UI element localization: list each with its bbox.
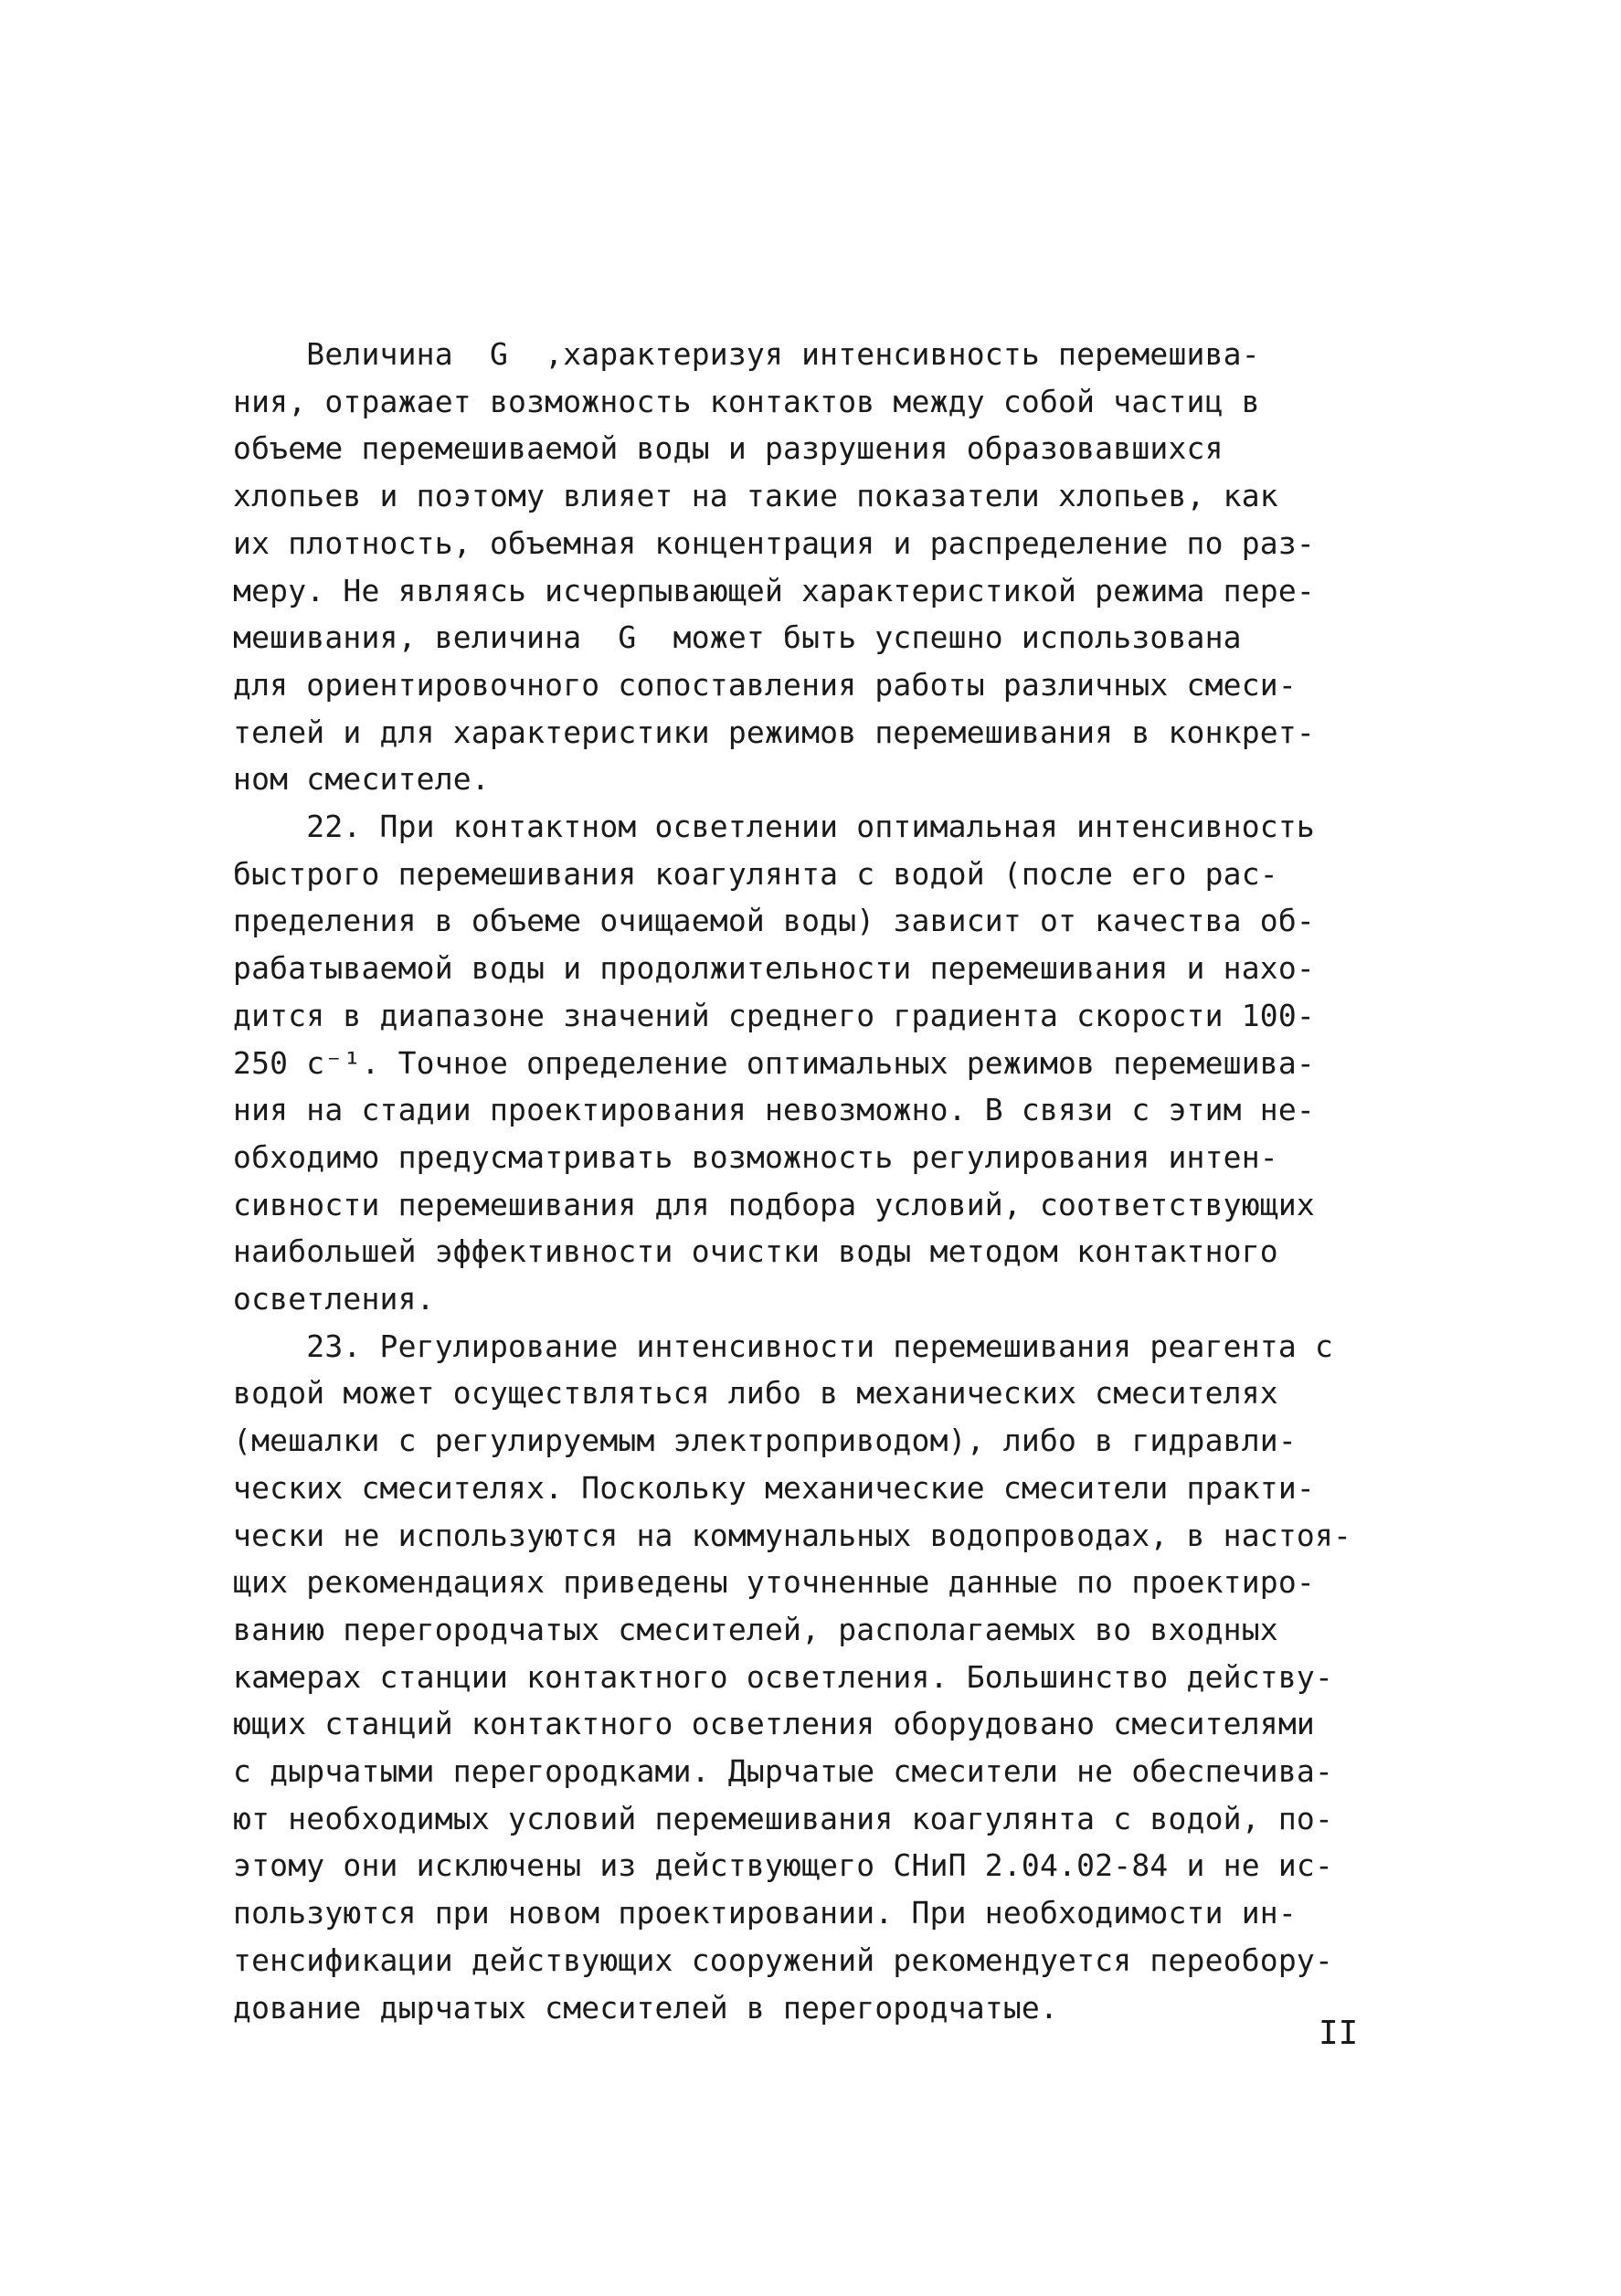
text-line: с дырчатыми перегородками. Дырчатые смесители не обеспечива- <box>233 1753 1334 1789</box>
text-line: 22. При контактном осветлении оптимальная интенсивность <box>233 809 1315 844</box>
text-line: меру. Не являясь исчерпывающей характеристикой режима пере- <box>233 573 1315 608</box>
text-line: ческих смесителях. Поскольку механические смесители практи- <box>233 1470 1315 1506</box>
text-line: 23. Регулирование интенсивности перемешивания реагента с <box>233 1328 1334 1364</box>
text-line: обходимо предусматривать возможность регулирования интен- <box>233 1139 1278 1175</box>
text-line: (мешалки с регулируемым электроприводом), либо в гидравли- <box>233 1423 1297 1458</box>
text-line: этому они исключены из действующего СНиП 2.04.02-84 и не ис- <box>233 1847 1334 1883</box>
text-line: ном смесителе. <box>233 761 490 797</box>
text-line: для ориентировочного сопоставления работы различных смеси- <box>233 667 1297 703</box>
text-line: объеме перемешиваемой воды и разрушения образовавшихся <box>233 430 1224 466</box>
text-line: ющих станций контактного осветления оборудовано смесителями <box>233 1706 1315 1741</box>
text-line: водой может осуществляться либо в механических смесителях <box>233 1375 1278 1411</box>
text-line: ют необходимых условий перемешивания коагулянта с водой, по- <box>233 1801 1334 1836</box>
text-line: камерах станции контактного осветления. Большинство действу- <box>233 1659 1334 1695</box>
text-line: ванию перегородчатых смесителей, располагаемых во входных <box>233 1612 1278 1647</box>
text-line: рабатываемой воды и продолжительности перемешивания и нахо- <box>233 950 1315 986</box>
text-line: сивности перемешивания для подбора условий, соответствующих <box>233 1187 1315 1222</box>
text-line: чески не используются на коммунальных водопроводах, в настоя- <box>233 1518 1352 1553</box>
text-line: хлопьев и поэтому влияет на такие показатели хлопьев, как <box>233 478 1278 513</box>
text-line: дование дырчатых смесителей в перегородчатые. <box>233 1990 1059 2026</box>
text-line: Величина G ,характеризуя интенсивность перемешива- <box>233 336 1260 372</box>
text-line: ния на стадии проектирования невозможно. В связи с этим не- <box>233 1092 1315 1127</box>
text-line: пользуются при новом проектировании. При необходимости ин- <box>233 1895 1297 1931</box>
text-line: пределения в объеме очищаемой воды) зависит от качества об- <box>233 903 1315 938</box>
text-line: дится в диапазоне значений среднего градиента скорости 100- <box>233 998 1315 1033</box>
text-line: их плотность, объемная концентрация и распределение по раз- <box>233 525 1315 561</box>
text-line: телей и для характеристики режимов перемешивания в конкрет- <box>233 714 1315 750</box>
text-line: быстрого перемешивания коагулянта с водой (после его рас- <box>233 856 1278 892</box>
text-line: тенсификации действующих сооружений рекомендуется переобору- <box>233 1942 1334 1978</box>
text-line: щих рекомендациях приведены уточненные данные по проектиро- <box>233 1564 1315 1600</box>
text-line: мешивания, величина G может быть успешно использована <box>233 619 1242 655</box>
page-number: II <box>1319 2015 1359 2052</box>
text-line: 250 с⁻¹. Точное определение оптимальных режимов перемешива- <box>233 1045 1315 1081</box>
text-line: осветления. <box>233 1281 435 1317</box>
text-line: наибольшей эффективности очистки воды методом контактного <box>233 1233 1278 1269</box>
text-line: ния, отражает возможность контактов между собой частиц в <box>233 384 1260 419</box>
